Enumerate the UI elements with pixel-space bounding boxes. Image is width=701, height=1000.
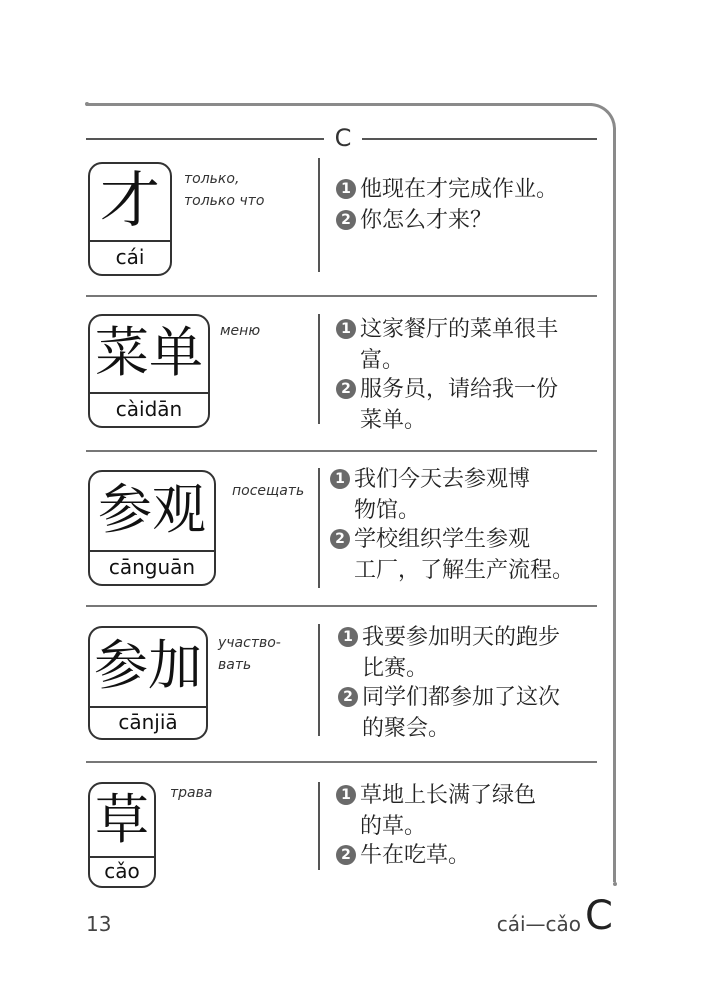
example-sentence bbox=[338, 682, 560, 744]
example-text: 我们今天去参观博 bbox=[354, 467, 531, 492]
example-number: 1 bbox=[330, 469, 350, 489]
entry-divider bbox=[318, 468, 320, 588]
example-sentence bbox=[336, 174, 558, 205]
word-card bbox=[88, 782, 156, 888]
running-head-letter: C bbox=[585, 893, 613, 939]
example-text: 我要参加明天的跑步 bbox=[362, 625, 561, 650]
word-card bbox=[88, 314, 210, 428]
translation: трава bbox=[170, 785, 213, 801]
example-text: 学校组织学生参观 bbox=[354, 527, 531, 552]
dictionary-entry bbox=[86, 158, 597, 283]
example-number: 1 bbox=[336, 785, 356, 805]
page-number: 13 bbox=[86, 912, 112, 936]
example-sentence bbox=[336, 780, 536, 842]
example-sentence bbox=[336, 314, 558, 376]
example-text: 这家餐厅的菜单很丰 bbox=[360, 317, 559, 342]
word-card bbox=[88, 162, 172, 276]
pinyin: cái bbox=[115, 245, 145, 269]
section-letter: C bbox=[334, 124, 352, 152]
example-number: 2 bbox=[338, 687, 358, 707]
example-text: 牛在吃草。 bbox=[360, 843, 471, 868]
section-rule-left bbox=[86, 138, 324, 140]
entry-divider bbox=[318, 782, 320, 870]
hanzi: 菜单 bbox=[95, 321, 203, 384]
hanzi: 才 bbox=[100, 166, 160, 236]
entry-separator bbox=[86, 295, 597, 297]
entry-divider bbox=[318, 314, 320, 424]
example-text-continued: 富。 bbox=[360, 348, 405, 373]
example-sentence bbox=[330, 524, 574, 586]
entry-separator bbox=[86, 605, 597, 607]
example-text-continued: 物馆。 bbox=[354, 498, 421, 523]
entry-divider bbox=[318, 624, 320, 736]
hanzi: 草 bbox=[95, 788, 149, 851]
example-text-continued: 比赛。 bbox=[362, 656, 429, 681]
dictionary-entry bbox=[86, 618, 597, 748]
pinyin: càidān bbox=[115, 397, 183, 421]
dictionary-entry bbox=[86, 462, 597, 592]
example-sentence bbox=[336, 840, 470, 871]
example-sentence bbox=[336, 374, 558, 436]
example-text-continued: 菜单。 bbox=[360, 408, 427, 433]
frame-dot bbox=[613, 882, 617, 886]
example-text: 他现在才完成作业。 bbox=[360, 177, 559, 202]
entry-separator bbox=[86, 450, 597, 452]
hanzi: 参观 bbox=[98, 478, 206, 541]
example-text-continued: 工厂，了解生产流程。 bbox=[354, 558, 575, 583]
pinyin: cānguān bbox=[108, 555, 196, 579]
entry-divider bbox=[318, 158, 320, 272]
frame-top-border bbox=[86, 103, 592, 106]
example-sentence bbox=[338, 622, 560, 684]
hanzi: 参加 bbox=[94, 634, 202, 697]
example-sentence bbox=[330, 464, 530, 526]
example-text: 草地上长满了绿色 bbox=[360, 783, 537, 808]
word-card bbox=[88, 470, 216, 586]
example-text-continued: 的聚会。 bbox=[362, 716, 451, 741]
example-number: 1 bbox=[336, 179, 356, 199]
example-number: 2 bbox=[336, 210, 356, 230]
translation: участво- вать bbox=[218, 635, 281, 673]
section-rule-right bbox=[362, 138, 597, 140]
example-number: 1 bbox=[338, 627, 358, 647]
dictionary-entry bbox=[86, 310, 597, 440]
example-sentence bbox=[336, 205, 492, 236]
word-card bbox=[88, 626, 208, 740]
example-text: 你怎么才来？ bbox=[360, 208, 493, 233]
example-number: 1 bbox=[336, 319, 356, 339]
example-number: 2 bbox=[336, 845, 356, 865]
pinyin: cǎo bbox=[104, 859, 140, 883]
translation: меню bbox=[220, 323, 261, 339]
dictionary-entry bbox=[86, 776, 597, 892]
frame-right-border bbox=[613, 128, 616, 882]
example-text: 同学们都参加了这次 bbox=[362, 685, 561, 710]
frame-corner bbox=[586, 103, 616, 133]
pinyin: cānjiā bbox=[118, 710, 178, 734]
running-head-range: cái—cǎo bbox=[496, 912, 581, 936]
example-number: 2 bbox=[330, 529, 350, 549]
translation: только, только что bbox=[184, 171, 265, 209]
frame-dot bbox=[85, 102, 89, 106]
entry-separator bbox=[86, 761, 597, 763]
translation: посещать bbox=[232, 483, 305, 499]
example-number: 2 bbox=[336, 379, 356, 399]
example-text: 服务员，请给我一份 bbox=[360, 377, 559, 402]
example-text-continued: 的草。 bbox=[360, 814, 427, 839]
